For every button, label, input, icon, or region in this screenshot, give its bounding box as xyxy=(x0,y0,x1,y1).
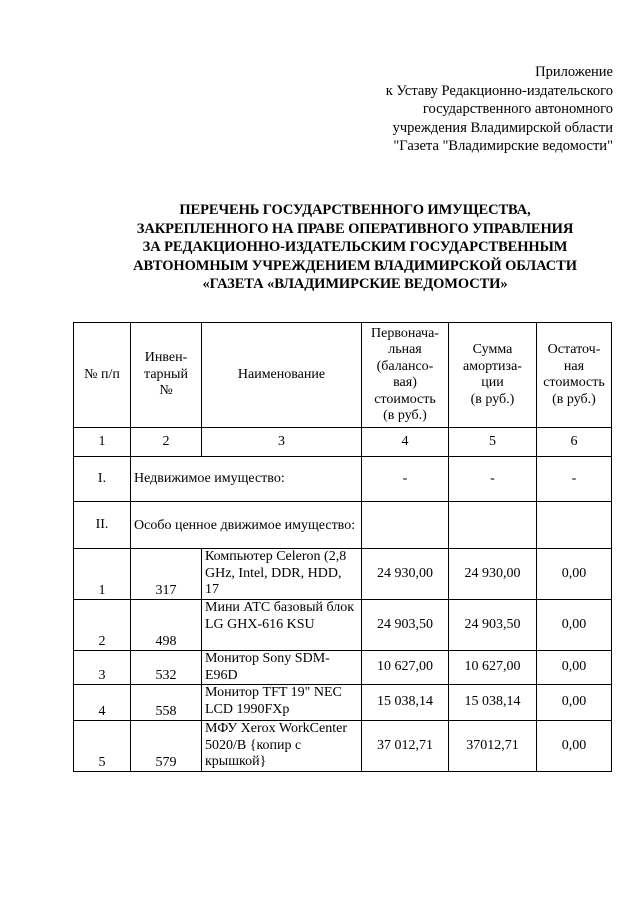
header-line: (в руб.) xyxy=(552,391,596,407)
column-number: 1 xyxy=(74,428,131,457)
item-name: Монитор Sony SDM-E96D xyxy=(202,651,362,685)
column-number: 4 xyxy=(362,428,449,457)
header-line: Сумма xyxy=(472,342,513,357)
header-residual xyxy=(537,323,612,428)
table-row xyxy=(74,721,612,772)
item-name: Мини АТС базовый блок LG GHX-616 KSU xyxy=(202,600,362,651)
row-number: 2 xyxy=(74,600,131,651)
header-line: стоимость xyxy=(374,391,436,407)
item-name: МФУ Xerox WorkCenter 5020/B {копир с крышкой} xyxy=(202,721,362,772)
table-row xyxy=(74,651,612,685)
column-number: 6 xyxy=(537,428,612,457)
amortization: 24 930,00 xyxy=(449,549,537,600)
initial-cost: 24 903,50 xyxy=(362,600,449,651)
header-amortization xyxy=(449,323,537,428)
row-number: 3 xyxy=(74,651,131,685)
column-number: 2 xyxy=(131,428,202,457)
header-line: стоимость xyxy=(543,375,605,390)
appendix-line: государственного автономного xyxy=(422,101,613,117)
appendix-note xyxy=(386,63,613,156)
title-line: АВТОНОМНЫМ УЧРЕЖДЕНИЕМ ВЛАДИМИРСКОЙ ОБЛАСТИ xyxy=(133,257,577,274)
inventory-number: 498 xyxy=(131,600,202,651)
residual-value: 0,00 xyxy=(537,600,612,651)
header-line: (в руб.) xyxy=(470,391,515,407)
header-line: Остаточ- xyxy=(547,342,601,357)
header-no: № п/п xyxy=(74,323,131,428)
section-row xyxy=(74,502,612,549)
inventory-number: 532 xyxy=(131,651,202,685)
column-numbers-row xyxy=(74,428,612,457)
column-number: 3 xyxy=(202,428,362,457)
section-number: II. xyxy=(74,502,131,549)
section-row xyxy=(74,457,612,502)
amortization: 15 038,14 xyxy=(449,685,537,721)
table-row xyxy=(74,685,612,721)
section-label: Особо ценное движимое имущество: xyxy=(131,502,362,549)
initial-cost: 10 627,00 xyxy=(362,651,449,685)
title-line: ЗА РЕДАКЦИОННО-ИЗДАТЕЛЬСКИМ ГОСУДАРСТВЕННЫМ xyxy=(142,239,568,255)
section-value: - xyxy=(449,457,537,502)
appendix-line: Приложение xyxy=(535,64,613,80)
inventory-number: 579 xyxy=(131,721,202,772)
amortization: 10 627,00 xyxy=(449,651,537,685)
section-value xyxy=(362,502,449,549)
initial-cost: 15 038,14 xyxy=(362,685,449,721)
header-line: вая) xyxy=(393,375,417,390)
residual-value: 0,00 xyxy=(537,685,612,721)
inventory-number: 558 xyxy=(131,685,202,721)
section-value xyxy=(537,502,612,549)
amortization: 24 903,50 xyxy=(449,600,537,651)
header-line: Инвен- xyxy=(144,350,188,366)
section-value: - xyxy=(537,457,612,502)
initial-cost: 24 930,00 xyxy=(362,549,449,600)
appendix-line: "Газета "Владимирские ведомости" xyxy=(393,138,613,154)
amortization: 37012,71 xyxy=(449,721,537,772)
property-table xyxy=(73,322,612,772)
section-value xyxy=(449,502,537,549)
header-initial-cost xyxy=(362,323,449,428)
column-number: 5 xyxy=(449,428,537,457)
header-line: ная xyxy=(563,358,585,374)
header-line: (балансо- xyxy=(376,358,434,374)
initial-cost: 37 012,71 xyxy=(362,721,449,772)
title-line: «ГАЗЕТА «ВЛАДИМИРСКИЕ ВЕДОМОСТИ» xyxy=(202,276,508,292)
header-line: (в руб.) xyxy=(383,408,427,423)
residual-value: 0,00 xyxy=(537,651,612,685)
header-line: № xyxy=(159,383,173,399)
inventory-number: 317 xyxy=(131,549,202,600)
section-number: I. xyxy=(74,457,131,502)
header-line: тарный xyxy=(144,366,188,382)
row-number: 1 xyxy=(74,549,131,600)
header-line: Первонача- xyxy=(371,325,439,341)
title-line: ПЕРЕЧЕНЬ ГОСУДАРСТВЕННОГО ИМУЩЕСТВА, xyxy=(179,202,531,218)
section-value: - xyxy=(362,457,449,502)
section-label: Недвижимое имущество: xyxy=(131,457,362,502)
header-line: амортиза- xyxy=(463,358,522,374)
header-name: Наименование xyxy=(202,323,362,428)
header-line: ции xyxy=(481,375,504,390)
table-row xyxy=(74,600,612,651)
title-line: ЗАКРЕПЛЕННОГО НА ПРАВЕ ОПЕРАТИВНОГО УПРАВЛЕНИЯ xyxy=(136,220,574,237)
item-name: Компьютер Celeron (2,8 GHz, Intel, DDR, HDD, 17 xyxy=(202,549,362,600)
header-inventory xyxy=(131,323,202,428)
residual-value: 0,00 xyxy=(537,549,612,600)
appendix-line: к Уставу Редакционно-издательского xyxy=(385,82,613,99)
table-row xyxy=(74,549,612,600)
header-row xyxy=(74,323,612,428)
header-line: льная xyxy=(388,342,422,357)
residual-value: 0,00 xyxy=(537,721,612,772)
document-title xyxy=(60,201,640,294)
appendix-line: учреждения Владимирской области xyxy=(392,119,613,136)
row-number: 5 xyxy=(74,721,131,772)
row-number: 4 xyxy=(74,685,131,721)
item-name: Монитор TFT 19" NEC LCD 1990FXp xyxy=(202,685,362,721)
